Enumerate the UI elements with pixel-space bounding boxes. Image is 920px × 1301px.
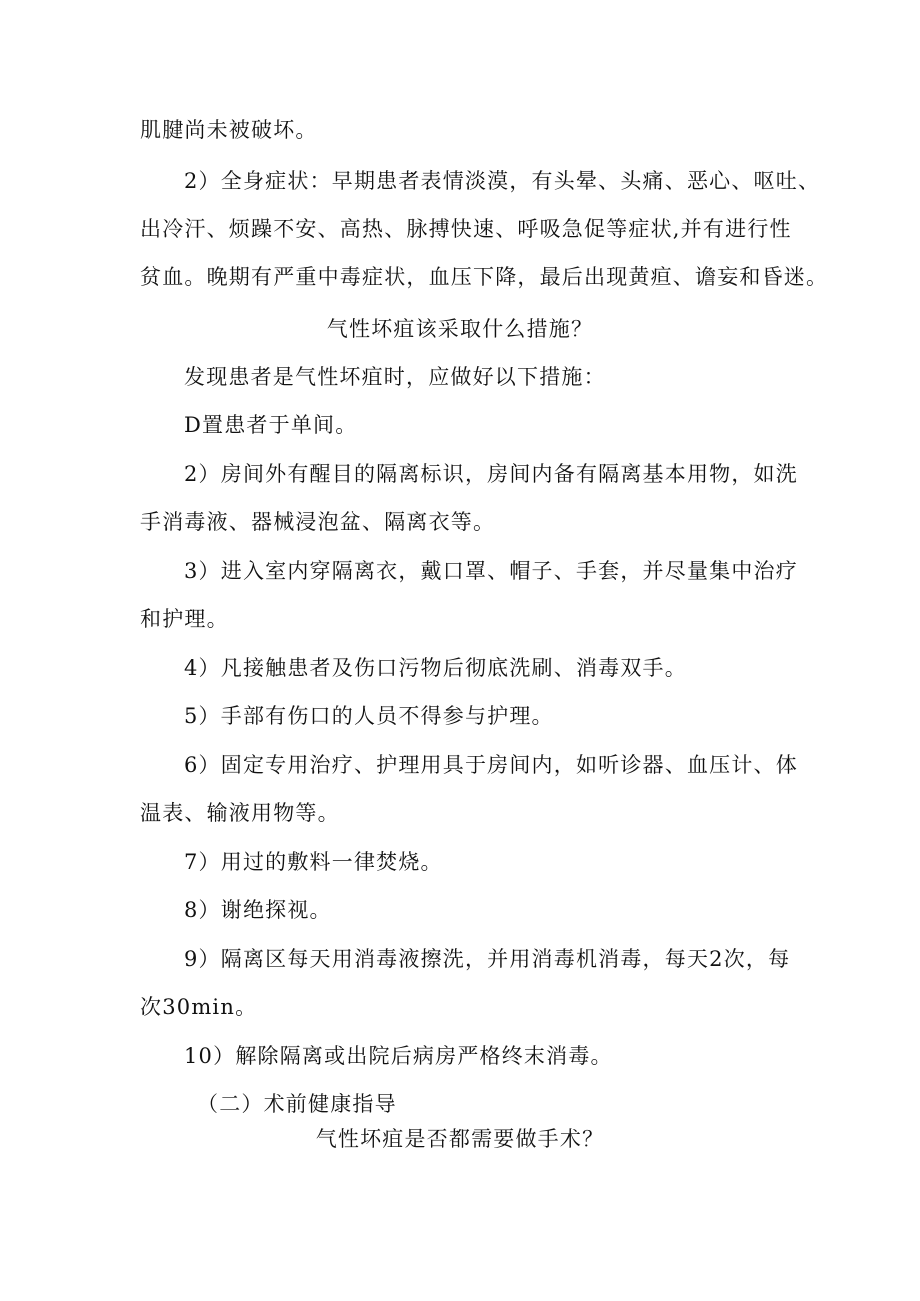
- measure-8-line: 8）谢绝探视。: [184, 898, 332, 922]
- paragraph-line-systemic-symptoms-3: 贫血。晚期有严重中毒症状，血压下降，最后出现黄疸、谵妄和昏迷。: [140, 265, 829, 289]
- subsection-heading-preop-guidance: （二）术前健康指导: [197, 1092, 397, 1116]
- measure-2-line-1: 2）房间外有醒目的隔离标识，房间内备有隔离基本用物，如洗: [184, 462, 798, 486]
- intro-line-measures: 发现患者是气性坏疽时，应做好以下措施：: [184, 365, 606, 389]
- measure-3-line-2: 和护理。: [140, 607, 229, 631]
- measure-9-line-2: 次30min。: [140, 995, 258, 1019]
- measure-1-line: D置患者于单间。: [184, 413, 358, 437]
- measure-9-line-1: 9）隔离区每天用消毒液擦洗，并用消毒机消毒，每天2次，每: [184, 947, 791, 971]
- measure-5-line: 5）手部有伤口的人员不得参与护理。: [184, 704, 554, 728]
- section-heading-surgery-question: 气性坏疽是否都需要做手术？: [315, 1127, 605, 1151]
- measure-6-line-1: 6）固定专用治疗、护理用具于房间内，如听诊器、血压计、体: [184, 753, 798, 777]
- measure-6-line-2: 温表、输液用物等。: [140, 801, 340, 825]
- measure-2-line-2: 手消毒液、器械浸泡盆、隔离衣等。: [140, 510, 496, 534]
- measure-4-line: 4）凡接触患者及伤口污物后彻底洗刷、消毒双手。: [184, 656, 687, 680]
- section-heading-measures: 气性坏疽该采取什么措施？: [326, 317, 594, 341]
- measure-7-line: 7）用过的敷料一律焚烧。: [184, 850, 443, 874]
- measure-10-line: 10）解除隔离或出院后病房严格终末消毒。: [184, 1044, 613, 1068]
- paragraph-line-continuation: 肌腱尚未被破坏。: [140, 118, 318, 142]
- paragraph-line-systemic-symptoms-1: 2）全身症状：早期患者表情淡漠，有头晕、头痛、恶心、呕吐、: [184, 169, 821, 193]
- paragraph-line-systemic-symptoms-2: 出冷汗、烦躁不安、高热、脉搏快速、呼吸急促等症状,并有进行性: [140, 217, 792, 241]
- measure-3-line-1: 3）进入室内穿隔离衣，戴口罩、帽子、手套，并尽量集中治疗: [184, 559, 798, 583]
